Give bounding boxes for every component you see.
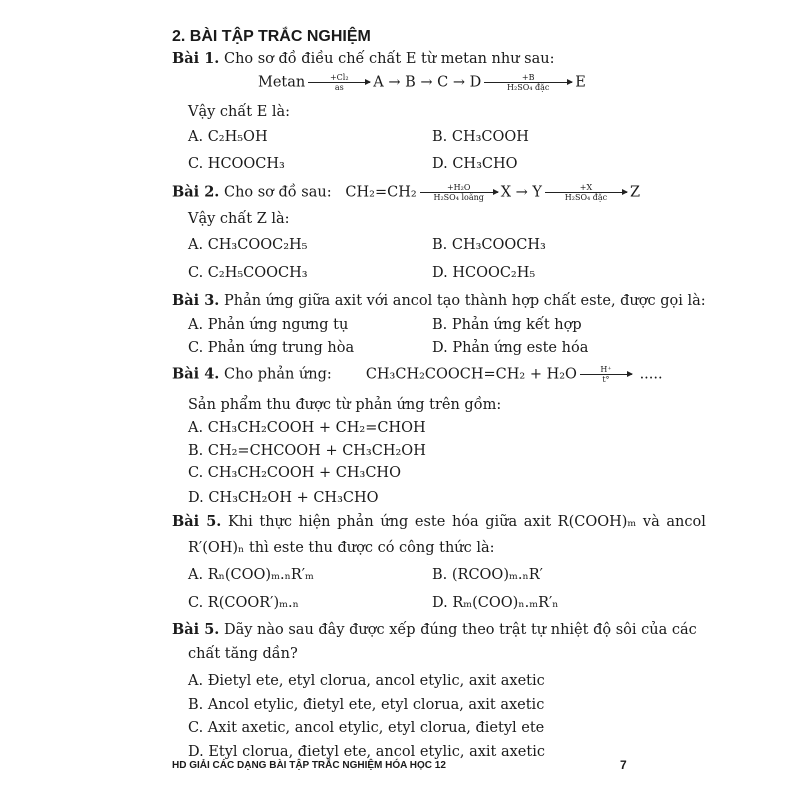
option-b: B. CH₃COOH — [432, 129, 529, 145]
reaction-arrow: $\frac{H^+}{t^\circ}$ — [580, 365, 632, 384]
option-b: B. Phản ứng kết hợp — [432, 317, 582, 333]
option-d: D. HCOOC₂H₅ — [432, 265, 536, 281]
option-a: A. CH₃CH₂COOH + CH₂=CHOH — [188, 420, 426, 436]
reaction-arrow: $\frac{\text{+Cl₂}}{as}$ — [308, 73, 370, 92]
option-b: B. (RCOO)ₘ.ₙR′ — [432, 567, 543, 583]
option-a: A. Rₙ(COO)ₘ.ₙR′ₘ — [188, 567, 314, 583]
reaction-arrow: +B H₂SO₄ đặc — [484, 73, 572, 92]
option-d: D. CH₃CHO — [432, 156, 518, 172]
option-a: A. CH₃COOC₂H₅ — [188, 237, 308, 253]
option-c: C. R(COOR′)ₘ.ₙ — [188, 595, 299, 611]
question-3: Bài 3. Phản ứng giữa axit với ancol tạo thành hợp chất este, được gọi là: — [172, 292, 706, 309]
question-1: Bài 1. Cho sơ đồ điều chế chất E từ metan như sau: — [172, 50, 555, 67]
option-b: B. Ancol etylic, đietyl ete, etyl clorua, axit axetic — [188, 697, 545, 713]
page-number: 7 — [620, 758, 627, 772]
reaction-arrow: +H₂O H₂SO₄ loãng — [420, 183, 498, 202]
section-title: 2. BÀI TẬP TRẮC NGHIỆM — [172, 28, 371, 45]
option-c: C. CH₃CH₂COOH + CH₃CHO — [188, 465, 401, 481]
option-c: C. Phản ứng trung hòa — [188, 340, 355, 356]
option-a: A. Phản ứng ngưng tụ — [188, 317, 349, 333]
reaction-scheme-1: Metan $\frac{\text{+Cl₂}}{as}$ A → B → C → D +B H₂SO₄ đặc E — [258, 73, 586, 92]
prompt: Sản phẩm thu được từ phản ứng trên gồm: — [188, 397, 502, 413]
question-4: Bài 4. Cho phản ứng: CH₃CH₂COOCH=CH₂ + H₂O $\frac{H^+}{t^\circ}$ ..... — [172, 365, 663, 384]
option-b: B. CH₂=CHCOOH + CH₃CH₂OH — [188, 443, 426, 459]
prompt: Vậy chất Z là: — [188, 211, 290, 227]
option-d: D. Etyl clorua, đietyl ete, ancol etylic, axit axetic — [188, 744, 545, 760]
option-c: C. HCOOCH₃ — [188, 156, 285, 172]
option-d: D. Phản ứng este hóa — [432, 340, 589, 356]
option-c: C. Axit axetic, ancol etylic, etyl clorua, đietyl ete — [188, 720, 545, 736]
option-d: D. CH₃CH₂OH + CH₃CHO — [188, 490, 379, 506]
option-d: D. Rₘ(COO)ₙ.ₘR′ₙ — [432, 595, 559, 611]
question-2: Bài 2. Cho sơ đồ sau: CH₂=CH₂ +H₂O H₂SO₄ loãng X → Y +X H₂SO₄ đặc Z — [172, 183, 641, 202]
option-a: A. C₂H₅OH — [188, 129, 268, 145]
question-6: Bài 5. Dãy nào sau đây được xếp đúng theo trật tự nhiệt độ sôi của các — [172, 621, 697, 638]
option-c: C. C₂H₅COOCH₃ — [188, 265, 308, 281]
reaction-arrow: +X H₂SO₄ đặc — [545, 183, 627, 202]
prompt: Vậy chất E là: — [188, 104, 291, 120]
question-6-continued: chất tăng dần? — [188, 646, 298, 662]
question-5: Bài 5. Khi thực hiện phản ứng este hóa giữa axit R(COOH)ₘ và ancol — [172, 513, 706, 530]
option-b: B. CH₃COOCH₃ — [432, 237, 546, 253]
question-5-continued: R′(OH)ₙ thì este thu được có công thức là: — [188, 540, 495, 556]
option-a: A. Đietyl ete, etyl clorua, ancol etylic, axit axetic — [188, 673, 545, 689]
footer-book-title: HD GIẢI CÁC DẠNG BÀI TẬP TRẮC NGHIỆM HÓA HỌC 12 — [172, 760, 446, 771]
